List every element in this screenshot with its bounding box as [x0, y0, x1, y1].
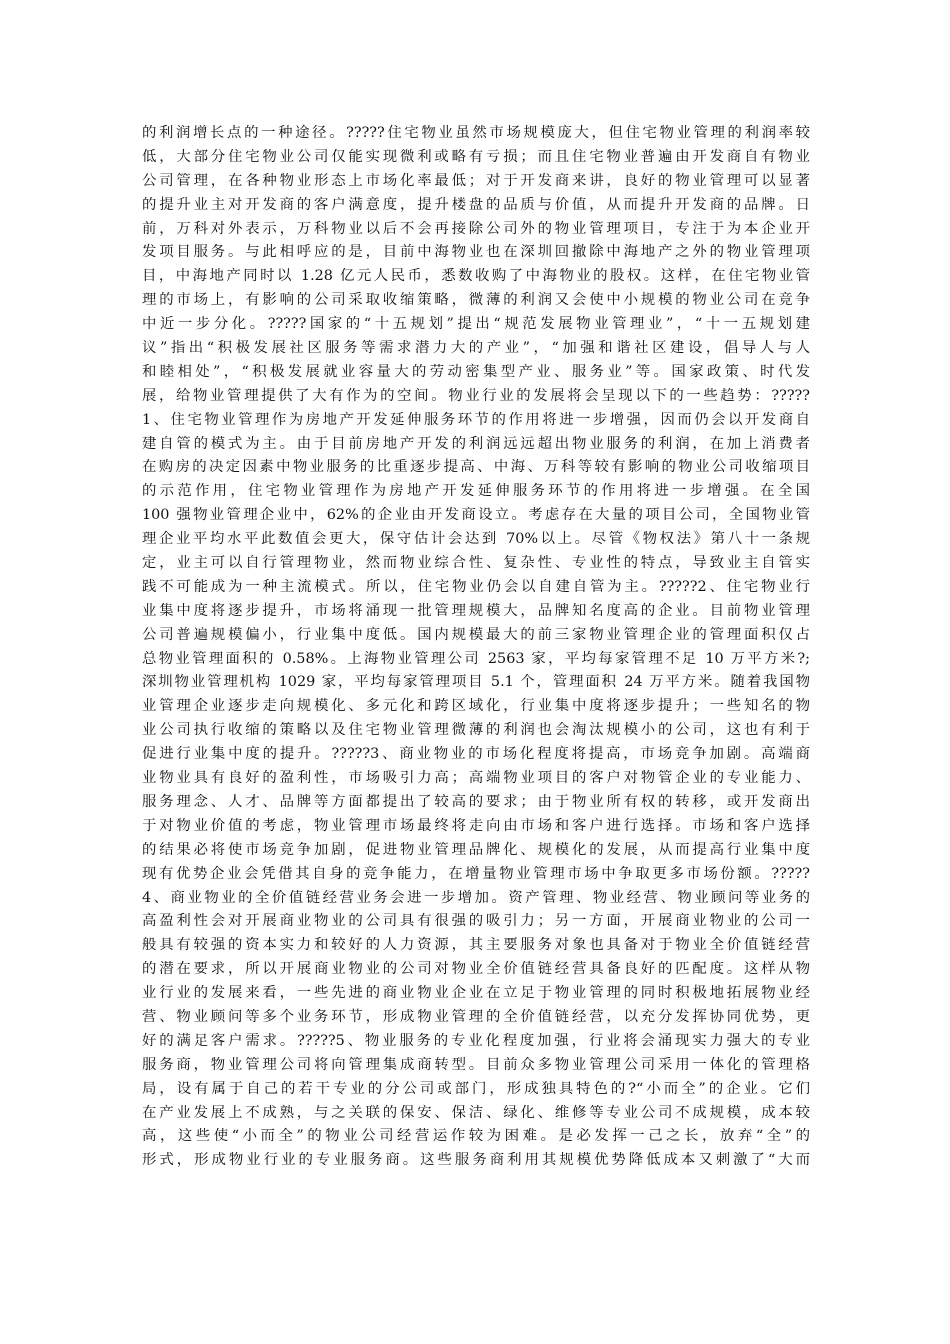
- text-line: 目，中海地产同时以 1.28 亿元人民币，悉数收购了中海物业的股权。这样，在住宅物业管: [142, 268, 810, 285]
- text-line: 好的满足客户需求。?????5、物业服务的专业化程度加强，行业将会涌现实力强大的专业: [142, 1032, 810, 1049]
- text-line: 前，万科对外表示，万科物业以后不会再接除公司外的物业管理项目，专注于为本企业开: [142, 220, 810, 237]
- text-line: 低，大部分住宅物业公司仅能实现微利或略有亏损；而且住宅物业普遍由开发商自有物业: [142, 148, 810, 165]
- text-line: 1、住宅物业管理作为房地产开发延伸服务环节的作用将进一步增强，因而仍会以开发商自: [142, 411, 810, 428]
- document-body: [142, 122, 810, 1173]
- text-line: 议”指出“积极发展社区服务等需求潜力大的产业”，“加强和谐社区建设，倡导人与人: [142, 340, 810, 357]
- text-line: 业行业的发展来看，一些先进的商业物业企业在立足于物业管理的同时积极地拓展物业经: [142, 985, 810, 1002]
- text-line: 般具有较强的资本实力和较好的人力资源，其主要服务对象也具备对于物业全价值链经营: [142, 937, 810, 954]
- text-line: 业公司执行收缩的策略以及住宅物业管理微薄的利润也会淘汰规模小的公司，这也有利于: [142, 722, 810, 739]
- text-line: 践不可能成为一种主流模式。所以，住宅物业仍会以自建自管为主。?????2、住宅物业行: [142, 578, 810, 595]
- text-line: 的潜在要求，所以开展商业物业的公司对物业全价值链经营具备良好的匹配度。这样从物: [142, 961, 810, 978]
- text-line: 局，设有属于自己的若干专业的分公司或部门，形成独具特色的?“小而全”的企业。它们: [142, 1080, 810, 1097]
- text-line: 和睦相处”，“积极发展就业容量大的劳动密集型产业、服务业”等。国家政策、时代发: [142, 363, 810, 380]
- text-line: 现有优势企业会凭借其自身的竞争能力，在增量物业管理市场中争取更多市场份额。?????: [142, 865, 810, 882]
- text-line: 公司管理，在各种物业形态上市场化率最低；对于开发商来讲，良好的物业管理可以显著: [142, 172, 810, 189]
- text-line: 业管理企业逐步走向规模化、多元化和跨区域化，行业集中度将逐步提升；一些知名的物: [142, 698, 810, 715]
- text-line: 服务商，物业管理公司将向管理集成商转型。目前众多物业管理公司采用一体化的管理格: [142, 1056, 810, 1073]
- text-line: 在购房的决定因素中物业服务的比重逐步提高、中海、万科等较有影响的物业公司收缩项目: [142, 459, 810, 476]
- text-line: 深圳物业管理机构 1029 家，平均每家管理项目 5.1 个，管理面积 24 万平方米。随着我国物: [142, 674, 810, 691]
- text-line: 业集中度将逐步提升，市场将涌现一批管理规模大，品牌知名度高的企业。目前物业管理: [142, 602, 810, 619]
- text-line: 营、物业顾问等多个业务环节，形成物业管理的全价值链经营，以充分发挥协同优势，更: [142, 1008, 810, 1025]
- text-line: 展，给物业管理提供了大有作为的空间。物业行业的发展将会呈现以下的一些趋势：?????: [142, 387, 810, 404]
- text-line: 高盈利性会对开展商业物业的公司具有很强的吸引力；另一方面，开展商业物业的公司一: [142, 913, 810, 930]
- text-line: 的利润增长点的一种途径。?????住宅物业虽然市场规模庞大，但住宅物业管理的利润率较: [142, 125, 810, 141]
- text-line: 定，业主可以自行管理物业，然而物业综合性、复杂性、专业性的特点，导致业主自管实: [142, 555, 810, 572]
- text-line: 服务理念、人才、品牌等方面都提出了较高的要求；由于物业所有权的转移，或开发商出: [142, 793, 810, 810]
- text-line: 高，这些使“小而全”的物业公司经营运作较为困难。是必发挥一己之长，放弃“全”的: [142, 1128, 810, 1145]
- text-line: 的结果必将使市场竞争加剧，促进物业管理品牌化、规模化的发展，从而提高行业集中度: [142, 841, 810, 858]
- text-line: 的提升业主对开发商的客户满意度，提升楼盘的品质与价值，从而提升开发商的品牌。日: [142, 196, 810, 213]
- text-line: 建自管的模式为主。由于目前房地产开发的利润远远超出物业服务的利润，在加上消费者: [142, 435, 810, 452]
- text-line: 总物业管理面积的 0.58%。上海物业管理公司 2563 家，平均每家管理不足 10 万平方米?;: [142, 650, 810, 667]
- text-line: 于对物业价值的考虑，物业管理市场最终将走向由市场和客户进行选择。市场和客户选择: [142, 817, 810, 834]
- text-line: 形式，形成物业行业的专业服务商。这些服务商利用其规模优势降低成本又刺激了“大而: [142, 1152, 810, 1169]
- text-line: 中近一步分化。?????国家的“十五规划”提出“规范发展物业管理业”，“十一五规划建: [142, 316, 810, 333]
- text-line: 的示范作用，住宅物业管理作为房地产开发延伸服务环节的作用将进一步增强。在全国: [142, 483, 810, 500]
- text-line: 在产业发展上不成熟，与之关联的保安、保洁、绿化、维修等专业公司不成规模，成本较: [142, 1104, 810, 1121]
- text-line: 4、商业物业的全价值链经营业务会进一步增加。资产管理、物业经营、物业顾问等业务的: [142, 889, 810, 906]
- text-line: 发项目服务。与此相呼应的是，目前中海物业也在深圳回撤除中海地产之外的物业管理项: [142, 244, 810, 261]
- text-line: 100 强物业管理企业中，62%的企业由开发商设立。考虑存在大量的项目公司，全国物业管: [142, 507, 810, 524]
- text-line: 理企业平均水平此数值会更大，保守估计会达到 70%以上。尽管《物权法》第八十一条规: [142, 531, 810, 548]
- text-line: 业物业具有良好的盈利性，市场吸引力高；高端物业项目的客户对物管企业的专业能力、: [142, 770, 810, 787]
- text-line: 公司普遍规模偏小，行业集中度低。国内规模最大的前三家物业管理企业的管理面积仅占: [142, 626, 810, 643]
- text-line: 促进行业集中度的提升。?????3、商业物业的市场化程度将提高，市场竞争加剧。高端商: [142, 746, 810, 763]
- text-line: 理的市场上，有影响的公司采取收缩策略，微薄的利润又会使中小规模的物业公司在竞争: [142, 292, 810, 309]
